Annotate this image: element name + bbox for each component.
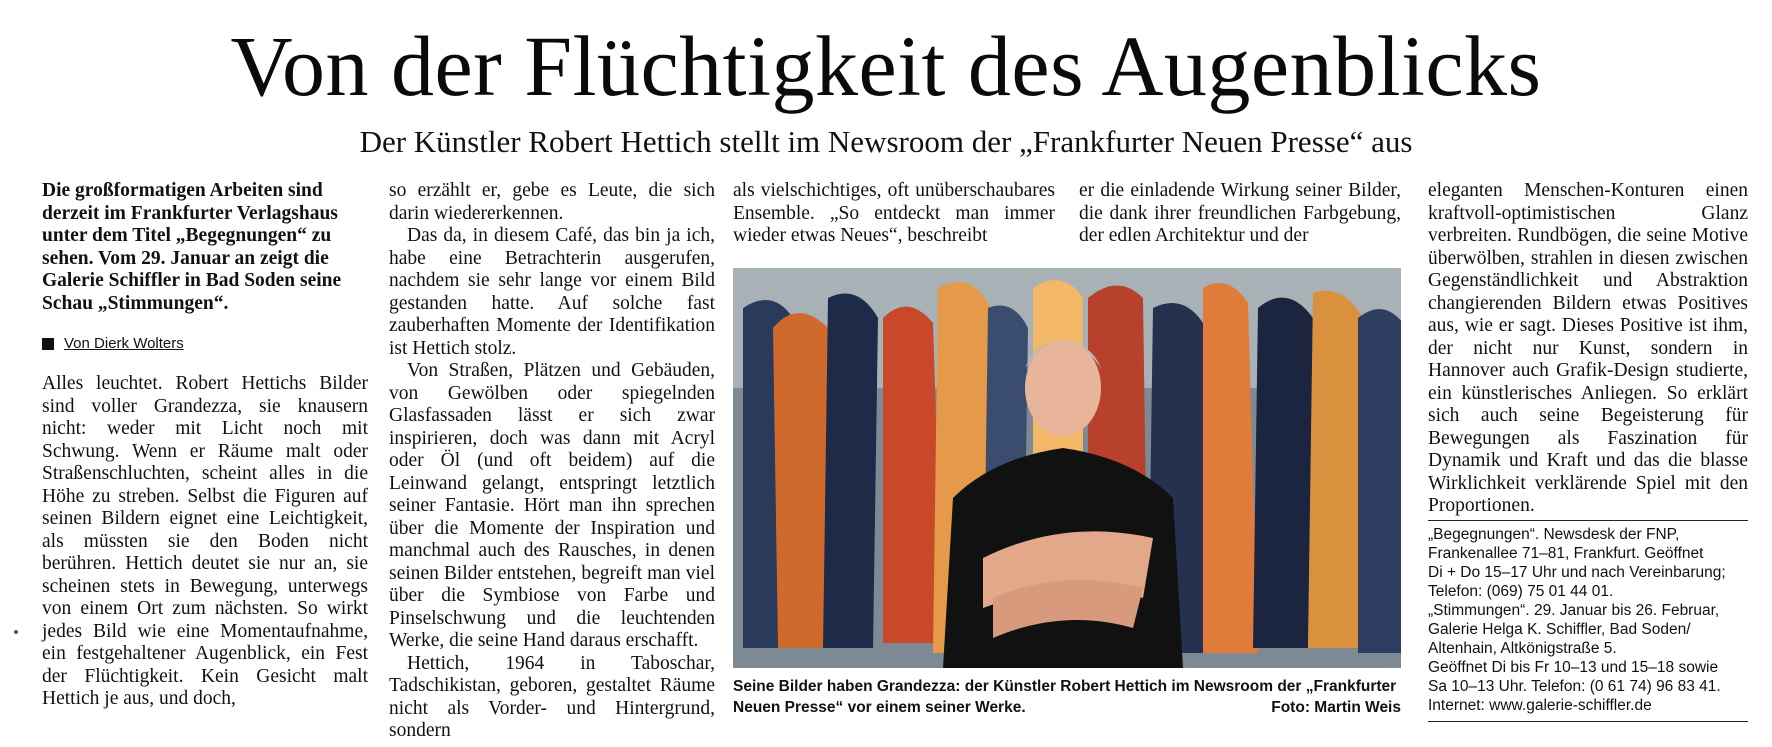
info-line: Galerie Helga K. Schiffler, Bad Soden/ [1428, 621, 1691, 638]
info-line: Frankenallee 71–81, Frankfurt. Geöffnet [1428, 545, 1704, 562]
author-name: Von Dierk Wolters [64, 335, 184, 352]
info-line: Telefon: (069) 75 01 44 01. [1428, 583, 1614, 600]
square-bullet-icon [42, 338, 54, 350]
info-box [1428, 520, 1748, 722]
column-1 [42, 180, 368, 711]
body-paragraph: so erzählt er, gebe es Leute, die sich darin wiedererkennen. [389, 180, 715, 224]
info-line: Geöffnet Di bis Fr 10–13 und 15–18 sowie [1428, 659, 1719, 676]
info-line: Di + Do 15–17 Uhr und nach Vereinbarung; [1428, 564, 1726, 581]
body-paragraph: eleganten Menschen-Konturen einen kraftvoll-optimistischen Glanz verbreiten. Rundbögen, die seine Motive überwölben, strahlen in diesen zwischen Gegenständlichkeit und Abstraktion changierenden Bildern etwas Positives aus, wie er sagt. Dieses Positive ist ihm, der nicht nur Kunst, sondern in Hannover auch Grafik-Design studierte, ein künstlerisches Anliegen. So erklärt sich auch seine Begeisterung für Bewegungen als Faszination für Dynamik und Kraft und das die blasse Wirklichkeit verklärende Spiel mit den Proportionen. [1428, 180, 1748, 516]
subheadline: Der Künstler Robert Hettich stellt im Newsroom der „Frankfurter Neuen Presse“ aus [359, 124, 1413, 159]
body-paragraph: Das da, in diesem Café, das bin ja ich, habe eine Betrachterin ausgerufen, nachdem sie sehr lange vor einem Bild gestanden hatte. Auf solche fast zauberhaften Momente der Identifikation ist Hettich stolz. [389, 225, 715, 359]
body-paragraph: als vielschichtiges, oft unüberschaubares Ensemble. „So entdeckt man immer wieder etwas Neues“, beschreibt [733, 180, 1055, 246]
body-paragraph: Von Straßen, Plätzen und Gebäuden, von Gewölben oder spiegelnden Glasfassaden lässt er sich zwar inspirieren, doch was dann mit Acryl oder Öl (und oft beidem) auf die Leinwand gelangt, entspringt letztlich seiner Fantasie. Hört man ihn sprechen über die Momente der Inspiration und manchmal auch des Rausches, in denen seinen Bilder entstehen, begreift man viel über die Symbiose von Farbe und Pinselschwung und die leuchtenden Werke, die seine Hand daraus erschafft. [389, 360, 715, 651]
painting-with-artist-image [733, 268, 1401, 668]
info-line: „Begegnungen“. Newsdesk der FNP, [1428, 526, 1680, 543]
print-mark [14, 630, 18, 634]
photo-credit: Foto: Martin Weis [1271, 699, 1401, 716]
body-paragraph: er die einladende Wirkung seiner Bilder, die dank ihrer freundlichen Farbgebung, der edlen Architektur und der [1079, 180, 1401, 246]
byline [42, 335, 368, 353]
intro-text: Die großformatigen Arbeiten sind derzeit im Frankfurter Verlagshaus unter dem Titel „Begegnungen“ zu sehen. Vom 29. Januar an zeigt die Galerie Schiffler in Bad Soden seine Schau „Stimmungen“. [42, 180, 342, 314]
column-2 [389, 180, 715, 743]
body-paragraph: Hettich, 1964 in Taboschar, Tadschikistan, geboren, gestaltet Räume nicht als Vorder- und Hintergrund, sondern [389, 652, 715, 741]
photo-caption [733, 676, 1401, 718]
body-paragraph: Alles leuchtet. Robert Hettichs Bilder sind voller Grandezza, sie knausern nicht: weder mit Licht noch mit Schwung. Wenn er Räume malt oder Straßenschluchten, scheint alles in die Höhe zu streben. Selbst die Figuren auf seinen Bildern eignet eine Leichtigkeit, als müssten sie den Boden nicht berühren. Hettich deutet sie nur an, sie scheinen stets in Bewegung, unterwegs von einem Ort zum nächsten. So wirkt jedes Bild wie eine Momentaufnahme, ein festgehaltener Augenblick, ein Fest der Flüchtigkeit. Kein Gesicht malt Hettich je aus, und doch, [42, 373, 368, 709]
info-line: Internet: www.galerie-schiffler.de [1428, 697, 1652, 714]
caption-text: Seine Bilder haben Grandezza: der Künstler Robert Hettich im Newsroom der „Frankfurter Neuen Presse“ vor einem seiner Werke. [733, 678, 1397, 716]
column-4 [1079, 180, 1401, 248]
info-line: Sa 10–13 Uhr. Telefon: (0 61 74) 96 83 41. [1428, 678, 1721, 695]
column-3 [733, 180, 1055, 248]
info-line: Altenhain, Altkönigstraße 5. [1428, 640, 1617, 657]
headline: Von der Flüchtigkeit des Augenblicks [230, 18, 1542, 114]
artist-photo [733, 268, 1401, 668]
info-line: „Stimmungen“. 29. Januar bis 26. Februar, [1428, 602, 1720, 619]
column-5 [1428, 180, 1748, 518]
